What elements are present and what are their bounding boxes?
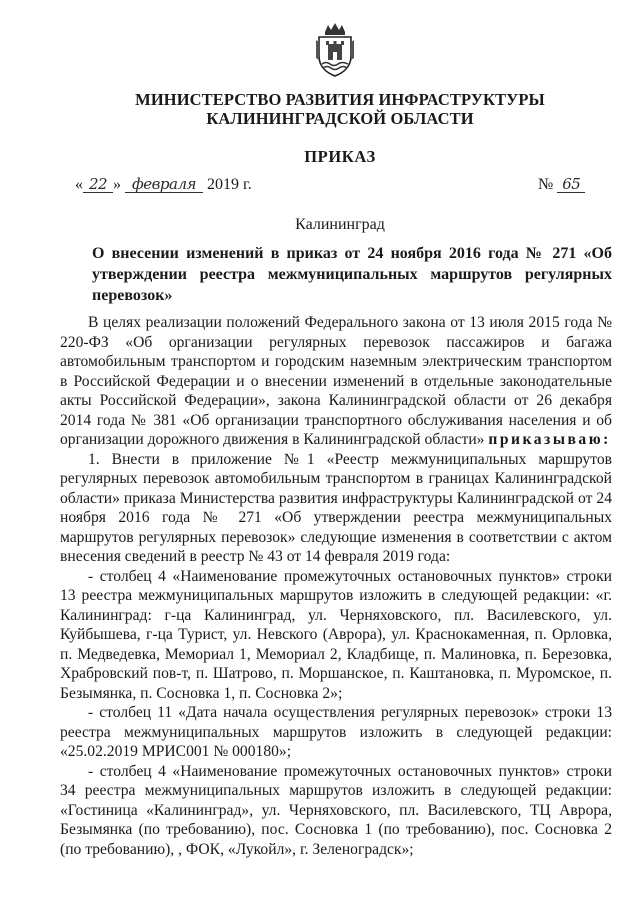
ministry-line-2: КАЛИНИНГРАДСКОЙ ОБЛАСТИ [206,109,474,128]
coat-of-arms-icon [313,22,357,78]
order-body [60,313,612,859]
order-word: приказываю: [488,431,611,448]
number-sign: № [538,176,554,193]
date-close-quote: » [113,176,121,193]
change-1-paragraph: - столбец 4 «Наименование промежуточных остановочных пунктов» строки 13 реестра межмуниципальных маршрутов изложить в следующей редакции: «г. Калининград: г-ца Калининград, ул. Черняховского, пл. Василевского, ул. Куйбышева, г-ца Турист, ул. Невского (Аврора), ул. Краснокаменная, п. Орловка, п. Медведевка, Мемориал 1, Мемориал 2, Кладбище, п. Малиновка, п. Березовка, Храбровский пов-т, п. Шатрово, п. Моршанское, п. Каштановка, п. Муромское, п. Безымянка, п. Сосновка 1, п. Сосновка 2»; [60,567,612,702]
order-number [538,176,585,194]
document-type: ПРИКАЗ [304,147,376,166]
date-day: 22 [83,176,113,193]
order-date [75,176,252,194]
change-2-paragraph: - столбец 11 «Дата начала осуществления регулярных перевозок» строки 13 реестра межмуниципальных маршрутов изложить в следующей редакции: «25.02.2019 МРИС001 № 000180»; [60,704,612,760]
date-open-quote: « [75,176,83,193]
preamble-paragraph [60,313,612,450]
city-name: Калининград [295,216,385,233]
item-1-paragraph: 1. Внести в приложение №1 «Реестр межмуниципальных маршрутов регулярных перевозок автомобильным транспортом в границах Калининградской области» приказа Министерства развития инфраструктуры Калининградской от 24 ноября 2016 года № 271 «Об утверждении реестра межмуниципальных маршрутов регулярных перевозок» следующие изменения в соответствии с актом внесения сведений в реестр № 43 от 14 февраля 2019 года: [60,450,612,565]
ministry-line-1: МИНИСТЕРСТВО РАЗВИТИЯ ИНФРАСТРУКТУРЫ [135,90,545,109]
number-value: 65 [557,176,585,193]
order-subject: О внесении изменений в приказ от 24 ноября 2016 года № 271 «Об утверждении реестра межмуниципальных маршрутов регулярных перевозок» [92,245,612,304]
date-month: февраля [125,176,203,193]
date-year: 2019 г. [207,176,252,193]
preamble-text: В целях реализации положений Федерального закона от 13 июля 2015 года № 220-ФЗ «Об организации регулярных перевозок пассажиров и багажа автомобильным транспортом и городским наземным электрическим транспортом в Российской Федерации и о внесении изменений в отдельные законодательные акты Российской Федерации», закона Калининградской области от 26 декабря 2014 года № 381 «Об организации транспортного обслуживания населения и об организации дорожного движения в Калининградской области» [60,314,612,448]
change-3-paragraph: - столбец 4 «Наименование промежуточных остановочных пунктов» строки 34 реестра межмуниципальных маршрутов изложить в следующей редакции: «Гостиница «Калининград», ул. Черняховского, пл. Василевского, ТЦ Аврора, Безымянка (по требованию), пос. Сосновка 1 (по требованию), пос. Сосновка 2 (по требованию), , ФОК, «Лукойл», г. Зеленоградск»; [60,762,612,858]
ministry-name [60,90,620,128]
